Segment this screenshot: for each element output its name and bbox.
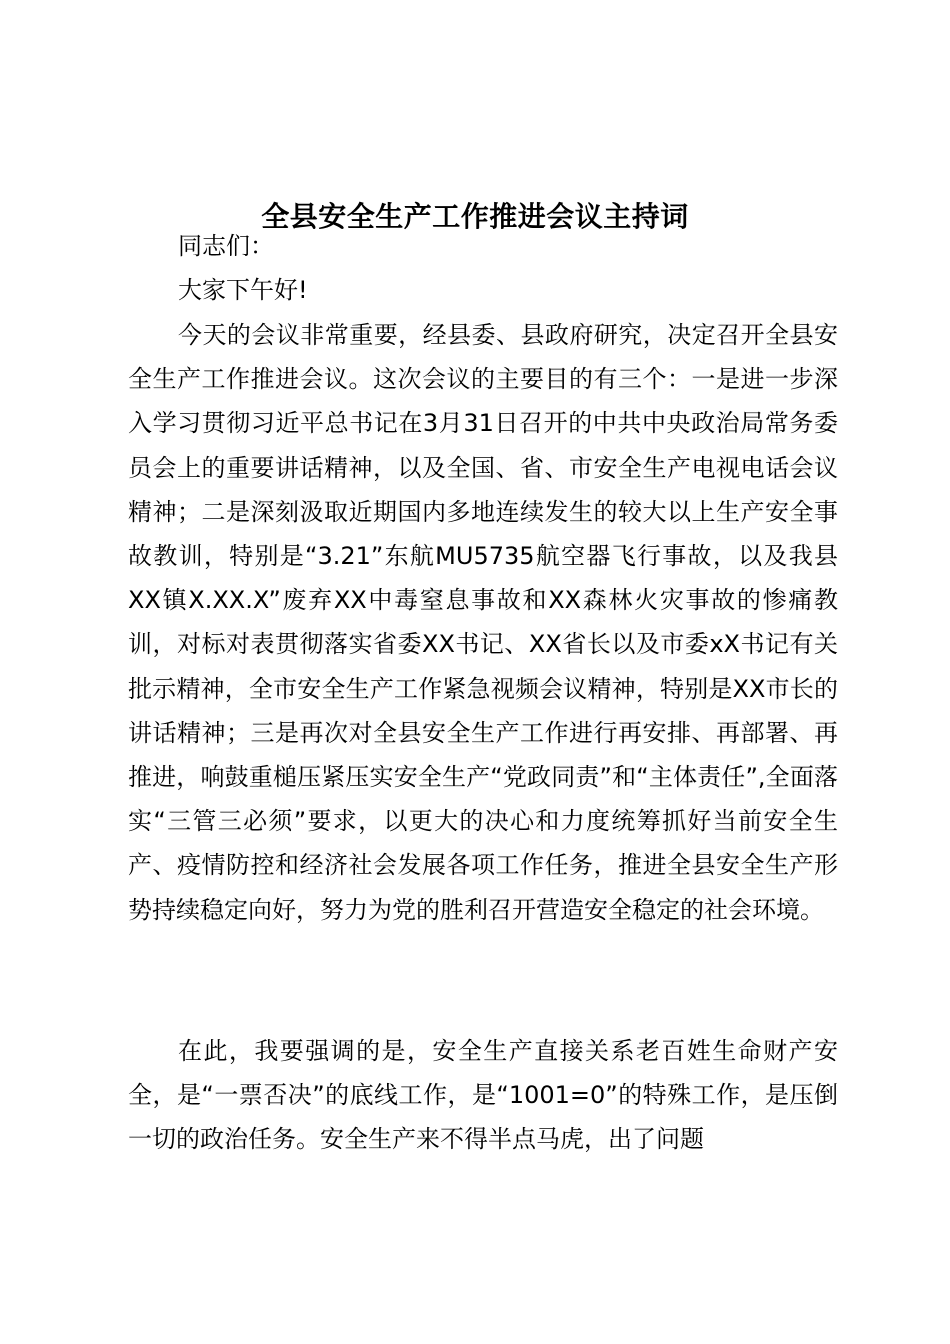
- greeting: 大家下午好!: [178, 276, 308, 304]
- paragraph-2: 在此，我要强调的是，安全生产直接关系老百姓生命财产安全，是“一票否决”的底线工作，是“1001=0”的特殊工作，是压倒一切的政治任务。安全生产来不得半点马虎，出了问题: [128, 1037, 838, 1154]
- salutation: 同志们：: [178, 232, 274, 260]
- paragraph-1: 今天的会议非常重要，经县委、县政府研究，决定召开全县安全生产工作推进会议。这次会议的主要目的有三个：一是进一步深入学习贯彻习近平总书记在3月31日召开的中共中央政治局常务委员会上的重要讲话精神，以及全国、省、市安全生产电视电话会议精神；二是深刻汲取近期国内多地连续发生的较大以上生产安全事故教训，特别是“3.21”东航MU5735航空器飞行事故，以及我县XX镇X.XX.X”废弃XX中毒窒息事故和XX森林火灾事故的惨痛教训，对标对表贯彻落实省委XX书记、XX省长以及市委xX书记有关批示精神，全市安全生产工作紧急视频会议精神，特别是XX市长的讲话精神；三是再次对全县安全生产工作进行再安排、再部署、再推进，响鼓重槌压紧压实安全生产“党政同责”和“主体责任”,全面落实“三管三必须”要求，以更大的决心和力度统筹抓好当前安全生产、疫情防控和经济社会发展各项工作任务，推进全县安全生产形势持续稳定向好，努力为党的胜利召开营造安全稳定的社会环境。: [128, 321, 838, 924]
- document-title: 全县安全生产工作推进会议主持词: [261, 199, 689, 233]
